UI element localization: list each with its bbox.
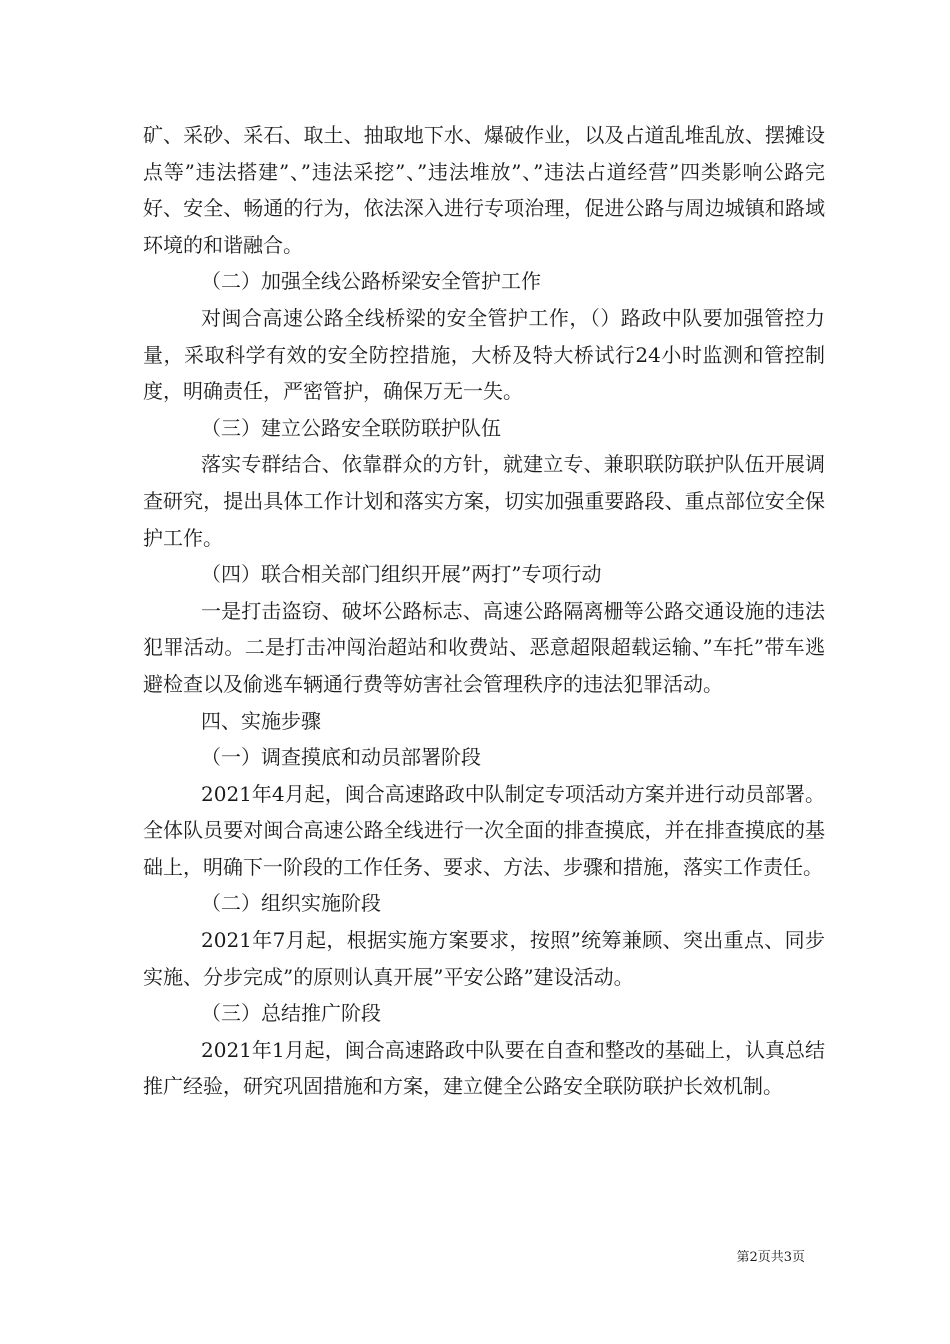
- subsection-heading-implementation: （二）组织实施阶段: [201, 891, 381, 916]
- page-number-footer: 第2页共3页: [736, 1250, 805, 1265]
- section-heading-bridge-safety: （二）加强全线公路桥梁安全管护工作: [201, 269, 541, 294]
- section-heading-joint-defense: （三）建立公路安全联防联护队伍: [201, 415, 501, 440]
- subsection-heading-survey: （一）调查摸底和动员部署阶段: [201, 745, 481, 770]
- section-heading-implementation-steps: 四、实施步骤: [201, 708, 321, 733]
- paragraph-joint-defense: 落实专群结合、依靠群众的方针，就建立专、兼职联防联护队伍开展调查研究，提出具体工作计划和落实方案，切实加强重要路段、重点部位安全保护工作。: [143, 452, 825, 550]
- document-body: [143, 117, 825, 1105]
- section-heading-two-strikes: （四）联合相关部门组织开展”两打”专项行动: [201, 562, 602, 587]
- paragraph-continuation: 矿、采砂、采石、取土、抽取地下水、爆破作业，以及占道乱堆乱放、摆摊设点等”违法搭建”、”违法采挖”、”违法堆放”、”违法占道经营”四类影响公路完好、安全、畅通的行为，依法深入进行专项治理，促进公路与周边城镇和路域环境的和谐融合。: [143, 123, 825, 257]
- paragraph-bridge-safety: 对闽合高速公路全线桥梁的安全管护工作，（）路政中队要加强管控力量，采取科学有效的安全防控措施，大桥及特大桥试行24小时监测和管控制度，明确责任，严密管护，确保万无一失。: [143, 305, 825, 404]
- paragraph-implementation: 2021年7月起，根据实施方案要求，按照”统筹兼顾、突出重点、同步实施、分步完成”的原则认真开展”平安公路”建设活动。: [143, 928, 825, 989]
- subsection-heading-summary: （三）总结推广阶段: [201, 1001, 381, 1026]
- paragraph-two-strikes: 一是打击盗窃、破坏公路标志、高速公路隔离栅等公路交通设施的违法犯罪活动。二是打击冲闯治超站和收费站、恶意超限超载运输、”车托”带车逃避检查以及偷逃车辆通行费等妨害社会管理秩序的违法犯罪活动。: [143, 598, 825, 696]
- paragraph-summary: 2021年1月起，闽合高速路政中队要在自查和整改的基础上，认真总结推广经验，研究巩固措施和方案，建立健全公路安全联防联护长效机制。: [143, 1037, 825, 1099]
- paragraph-survey: 2021年4月起，闽合高速路政中队制定专项活动方案并进行动员部署。全体队员要对闽合高速公路全线进行一次全面的排查摸底，并在排查摸底的基础上，明确下一阶段的工作任务、要求、方法、步骤和措施，落实工作责任。: [143, 781, 825, 879]
